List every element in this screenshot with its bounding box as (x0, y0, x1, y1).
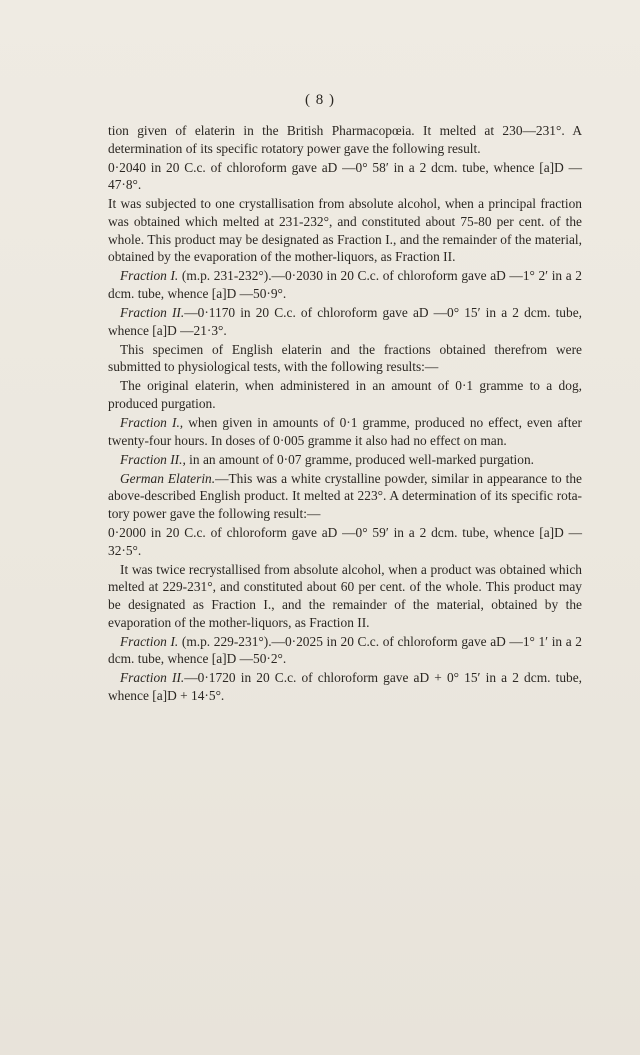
paragraph (108, 267, 582, 302)
paragraph: 0·2000 in 20 C.c. of chloroform gave aD —0° 59′ in a 2 dcm. tube, whence [a]D —32·5°. (108, 525, 582, 558)
section-label: German Elaterin. (120, 470, 216, 486)
paragraph: It was twice recrystallised from absolute alcohol, when a product was obtained which melted at 229-231°, and constituted about 60 per cent. of the whole. This product may be designated as Fraction I., and the remainder of the material, obtained by the evaporation of the mother-liquors, as Fraction II. (108, 561, 582, 630)
paragraph-text: (m.p. 231-232°).—0·2030 in 20 C.c. of chloroform gave aD —1° 2′ in a 2 dcm. tube, whence [a]D —50·9°. (108, 268, 582, 301)
paragraph: This specimen of English elaterin and the fractions obtained therefrom were submitted to physiological tests, with the following results:— (108, 341, 582, 375)
paragraph-text: —0·1170 in 20 C.c. of chloroform gave aD —0° 15′ in a 2 dcm. tube, whence [a]D —21·3°. (108, 304, 582, 338)
page-number: ( 8 ) (305, 92, 335, 108)
fraction-label: Fraction II. (120, 304, 185, 320)
fraction-label: Fraction I. (120, 633, 179, 649)
body-text (108, 122, 582, 706)
paragraph-text: —0·1720 in 20 C.c. of chloroform gave aD + 0° 15′ in a 2 dcm. tube, whence [a]D + 14·5°. (108, 670, 582, 703)
paragraph: The original elaterin, when administered in an amount of 0·1 gramme to a dog, produced purgation. (108, 378, 582, 411)
paragraph (108, 669, 582, 704)
paragraph (108, 451, 582, 469)
paragraph (108, 414, 582, 449)
paragraph (108, 304, 582, 339)
fraction-label: Fraction I. (120, 268, 179, 284)
paragraph-text: —This was a white crystalline powder, similar in appearance to the above-described English product. It melted at 223°. A determination of its specific rotatory power gave the following result:— (108, 470, 582, 521)
paragraph (108, 633, 582, 668)
fraction-label: Fraction II., (120, 451, 186, 467)
fraction-label: Fraction I., (120, 415, 184, 430)
paragraph: It was subjected to one crystallisation from absolute alcohol, when a principal fraction was obtained which melted at 231-232°, and constituted about 75-80 per cent. of the whole. This product may be designated as Fraction I., and the remainder of the material, obtained by the evaporation of the mother-liquors, as Fraction II. (108, 196, 582, 265)
paragraph: tion given of elaterin in the British Pharmacopœia. It melted at 230—231°. A determination of its specific rotatory power gave the following result. (108, 123, 582, 156)
paragraph-text: in an amount of 0·07 gramme, produced well-marked purgation. (185, 451, 535, 467)
paragraph-text: when given in amounts of 0·1 gramme, produced no effect, even after twenty-four hours. In doses of 0·005 gramme it also had no effect on man. (108, 415, 582, 448)
paragraph: 0·2040 in 20 C.c. of chloroform gave aD —0° 58′ in a 2 dcm. tube, whence [a]D —47·8°. (108, 159, 582, 193)
paragraph-text: (m.p. 229-231°).—0·2025 in 20 C.c. of chloroform gave aD —1° 1′ in a 2 dcm. tube, whence [a]D —50·2°. (108, 633, 582, 667)
paragraph (108, 470, 582, 523)
fraction-label: Fraction II. (120, 670, 185, 686)
